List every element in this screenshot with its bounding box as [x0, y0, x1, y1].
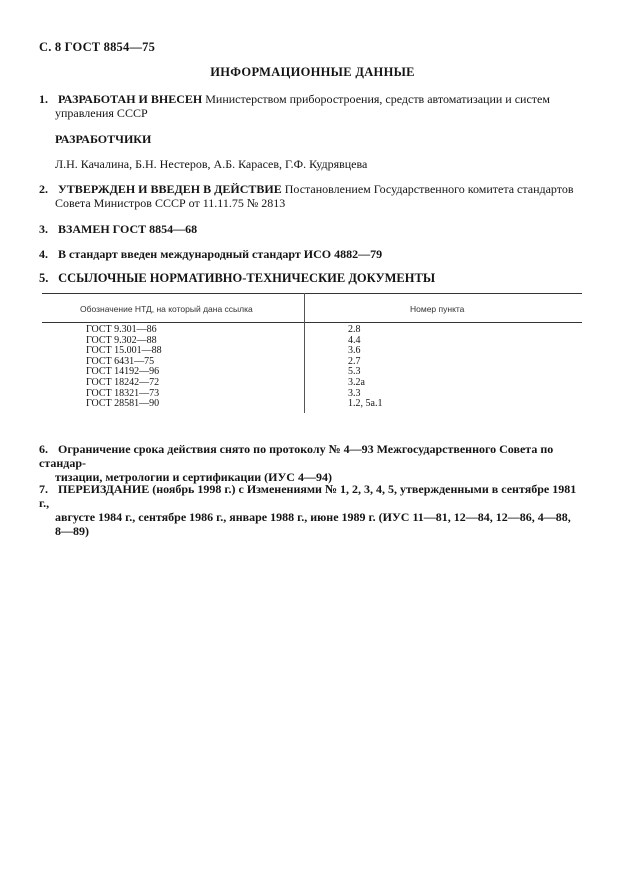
- item-2-text: Постановлением Государственного комитета стандартов: [284, 182, 574, 196]
- row-designation: ГОСТ 6431—75: [86, 355, 155, 367]
- item-3-number: 3.: [39, 222, 48, 236]
- developers-names: Л.Н. Качалина, Б.Н. Нестеров, А.Б. Карасев, Г.Ф. Кудрявцева: [55, 157, 368, 171]
- item-7-line3: 8—89): [55, 524, 89, 538]
- item-6-number: 6.: [39, 442, 48, 456]
- row-designation: ГОСТ 18321—73: [86, 387, 160, 399]
- item-2: [39, 182, 587, 210]
- item-1-text: Министерством приборостроения, средств автоматизации и систем: [205, 92, 550, 106]
- item-6-line1: Ограничение срока действия снято по протоколу № 4—93 Межгосударственного Совета по стандар-: [39, 442, 554, 470]
- row-designation: ГОСТ 14192—96: [86, 366, 160, 378]
- page-header: С. 8 ГОСТ 8854—75: [39, 40, 156, 54]
- table-top-rule: [42, 293, 582, 294]
- item-5-text: ССЫЛОЧНЫЕ НОРМАТИВНО-ТЕХНИЧЕСКИЕ ДОКУМЕНТЫ: [58, 271, 436, 285]
- item-3-text: ВЗАМЕН ГОСТ 8854—68: [58, 222, 198, 236]
- item-7-bold: ПЕРЕИЗДАНИЕ: [58, 482, 150, 496]
- item-6: [39, 442, 587, 484]
- row-clause: 3.2а: [348, 376, 365, 388]
- row-designation: ГОСТ 18242—72: [86, 376, 160, 388]
- item-1: [39, 92, 587, 120]
- row-designation: ГОСТ 28581—90: [86, 398, 160, 410]
- item-7-number: 7.: [39, 482, 48, 496]
- document-title: ИНФОРМАЦИОННЫЕ ДАННЫЕ: [210, 65, 415, 79]
- row-clause: 1.2, 5а.1: [348, 398, 383, 410]
- table-header-designation: Обозначение НТД, на который дана ссылка: [80, 304, 253, 314]
- item-5-number: 5.: [39, 271, 49, 285]
- table-row: [42, 378, 582, 389]
- table-header-rule: [42, 322, 582, 323]
- item-2-cont: Совета Министров СССР от 11.11.75 № 2813: [55, 196, 286, 210]
- table-header-clause: Номер пункта: [410, 304, 465, 314]
- row-designation: ГОСТ 15.001—88: [86, 345, 162, 357]
- row-clause: 3.3: [348, 387, 361, 399]
- item-6-line2: тизации, метрологии и сертификации (ИУС 4—94): [55, 470, 332, 484]
- row-designation: ГОСТ 9.302—88: [86, 334, 157, 346]
- item-1-number: 1.: [39, 92, 48, 106]
- row-clause: 2.8: [348, 324, 361, 335]
- item-7-line2: августе 1984 г., сентябре 1986 г., январе 1988 г., июне 1989 г. (ИУС 11—81, 12—84, 12—86, 4—88,: [55, 510, 571, 524]
- item-7: [39, 482, 587, 538]
- item-4: [39, 247, 587, 261]
- item-4-number: 4.: [39, 247, 48, 261]
- references-table: [42, 293, 582, 413]
- developers-heading: РАЗРАБОТЧИКИ: [55, 132, 152, 146]
- item-2-number: 2.: [39, 182, 48, 196]
- table-body: [42, 325, 582, 410]
- item-5: [39, 271, 587, 285]
- item-7-line1: (ноябрь 1998 г.) с Изменениями № 1, 2, 3, 4, 5, утвержденными в сентябре 1981 г.,: [39, 482, 577, 510]
- row-clause: 5.3: [348, 366, 361, 378]
- table-row: [42, 399, 582, 410]
- item-4-text: В стандарт введен международный стандарт ИСО 4882—79: [58, 247, 383, 261]
- item-1-cont: управления СССР: [55, 106, 148, 120]
- table-row: [42, 325, 582, 336]
- item-1-bold: РАЗРАБОТАН И ВНЕСЕН: [58, 92, 203, 106]
- row-clause: 3.6: [348, 345, 361, 357]
- item-2-bold: УТВЕРЖДЕН И ВВЕДЕН В ДЕЙСТВИЕ: [58, 182, 282, 196]
- row-clause: 2.7: [348, 355, 361, 367]
- item-3: [39, 222, 587, 236]
- row-designation: ГОСТ 9.301—86: [86, 324, 157, 335]
- row-clause: 4.4: [348, 334, 361, 346]
